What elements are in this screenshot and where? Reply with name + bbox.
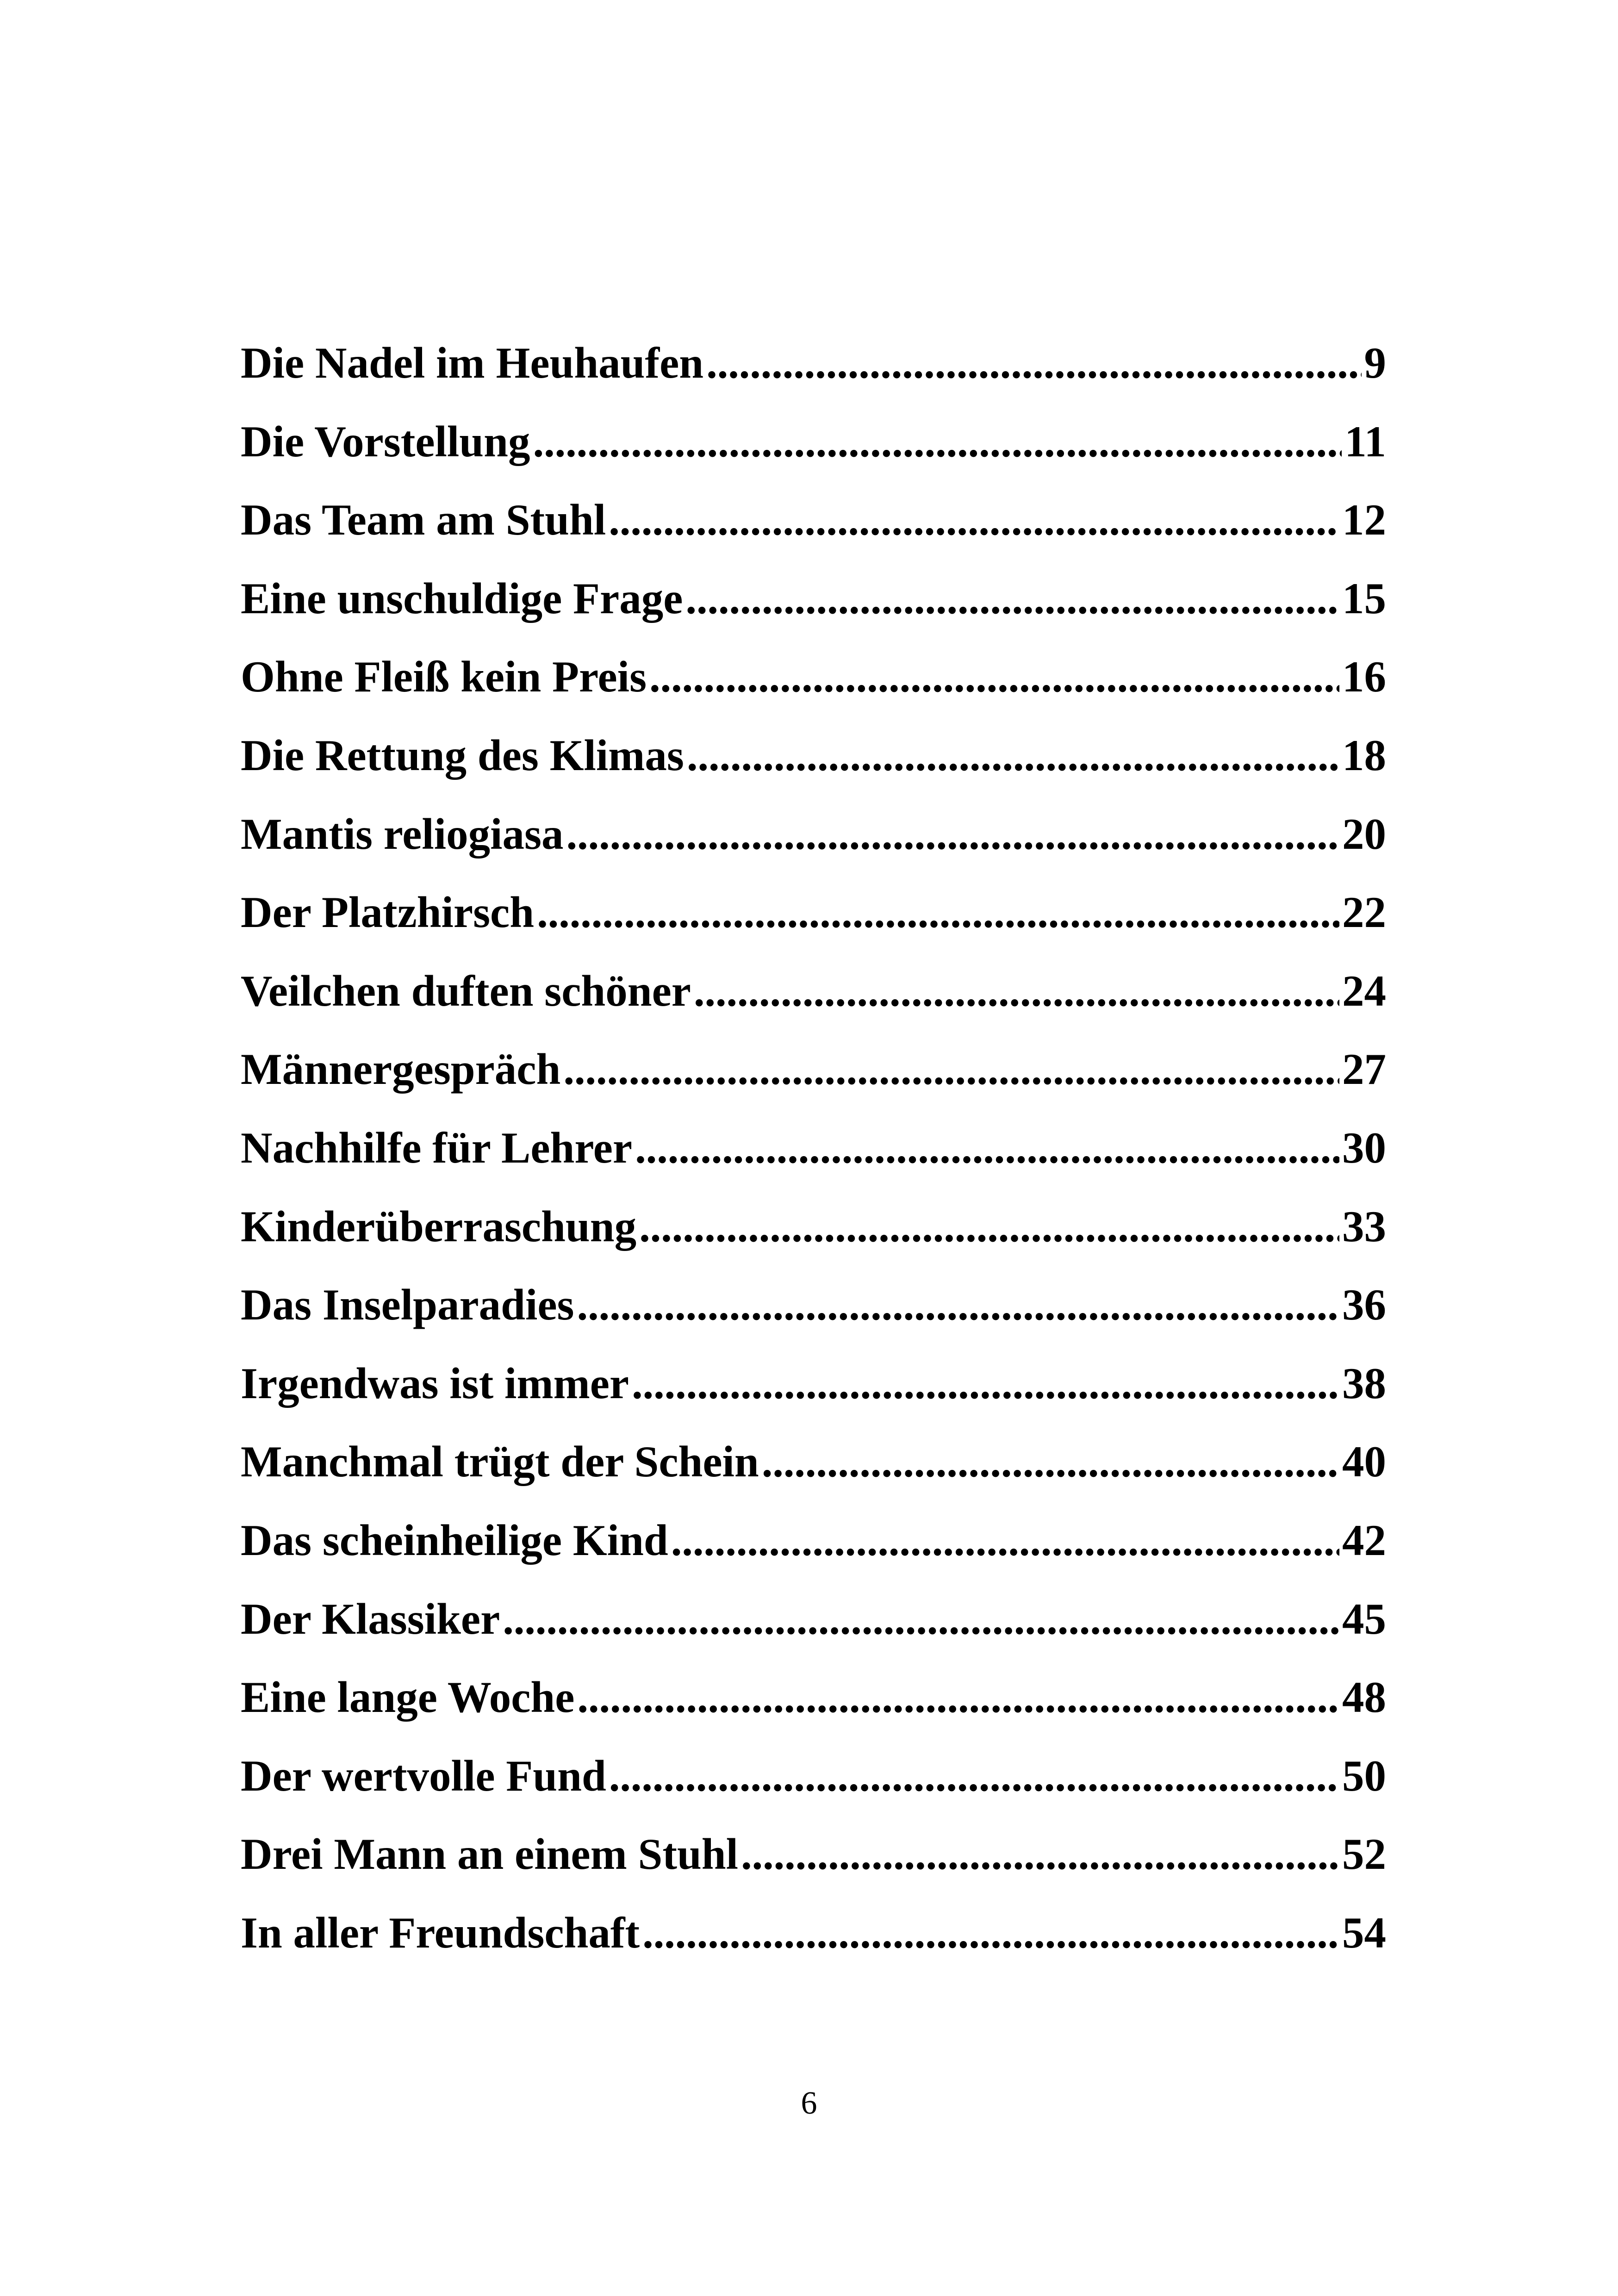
toc-entry-title: Manchmal trügt der Schein [241,1437,759,1487]
toc-entry-title: Irgendwas ist immer [241,1358,629,1408]
toc-dot-leader [563,1030,1339,1109]
toc-entry-page: 54 [1342,1908,1386,1957]
toc-entry[interactable] [241,795,1386,874]
toc-entry[interactable] [241,952,1386,1031]
toc-entry-page: 40 [1342,1437,1386,1487]
toc-dot-leader [566,795,1339,874]
toc-entry-title: In aller Freundschaft [241,1908,640,1957]
toc-entry[interactable] [241,1344,1386,1423]
toc-dot-leader [694,952,1339,1031]
toc-entry-page: 50 [1342,1751,1386,1800]
toc-dot-leader [762,1423,1339,1501]
toc-entry-page: 22 [1342,888,1386,937]
toc-entry[interactable] [241,716,1386,795]
toc-entry[interactable] [241,1737,1386,1816]
toc-dot-leader [649,638,1339,716]
toc-entry[interactable] [241,638,1386,716]
toc-entry[interactable] [241,1266,1386,1344]
toc-entry[interactable] [241,403,1386,481]
toc-dot-leader [577,1658,1339,1737]
toc-entry-page: 27 [1342,1045,1386,1094]
toc-entry[interactable] [241,1109,1386,1188]
toc-entry[interactable] [241,1894,1386,1972]
toc-entry-title: Ohne Fleiß kein Preis [241,652,647,702]
toc-entry-title: Kinderüberraschung [241,1201,637,1251]
toc-entry[interactable] [241,1423,1386,1501]
toc-dot-leader [671,1501,1339,1580]
toc-dot-leader [503,1580,1339,1659]
toc-entry-page: 48 [1342,1673,1386,1722]
toc-entry-title: Drei Mann an einem Stuhl [241,1829,739,1879]
toc-entry-page: 33 [1342,1201,1386,1251]
toc-dot-leader [642,1894,1339,1972]
toc-entry-page: 24 [1342,966,1386,1015]
toc-entry-page: 18 [1342,730,1386,780]
toc-dot-leader [632,1344,1339,1423]
toc-dot-leader [639,1188,1339,1266]
toc-entry[interactable] [241,1030,1386,1109]
toc-entry[interactable] [241,873,1386,952]
toc-entry[interactable] [241,1580,1386,1659]
toc-entry-page: 52 [1342,1829,1386,1879]
toc-dot-leader [609,481,1339,560]
toc-entry-title: Der Platzhirsch [241,888,535,937]
toc-dot-leader [687,716,1339,795]
toc-entry-page: 38 [1342,1358,1386,1408]
toc-entry-title: Der wertvolle Fund [241,1751,606,1800]
toc-entry-page: 20 [1342,809,1386,859]
toc-entry-title: Das Team am Stuhl [241,495,606,545]
toc-entry-title: Der Klassiker [241,1594,500,1643]
toc-entry-title: Die Rettung des Klimas [241,730,684,780]
toc-entry-title: Eine unschuldige Frage [241,573,683,623]
toc-dot-leader [741,1815,1339,1894]
toc-dot-leader [609,1737,1339,1816]
toc-entry-page: 15 [1342,573,1386,623]
toc-entry-title: Nachhilfe für Lehrer [241,1123,633,1172]
toc-entry-title: Eine lange Woche [241,1673,575,1722]
toc-entry[interactable] [241,1501,1386,1580]
toc-entry-title: Veilchen duften schöner [241,966,691,1015]
toc-entry[interactable] [241,560,1386,638]
table-of-contents [241,324,1386,1972]
toc-dot-leader [577,1266,1339,1344]
toc-entry-title: Das Inselparadies [241,1280,574,1330]
toc-entry[interactable] [241,1658,1386,1737]
toc-entry[interactable] [241,481,1386,560]
toc-entry[interactable] [241,1188,1386,1266]
toc-entry-page: 11 [1344,417,1386,466]
toc-entry-title: Die Vorstellung [241,417,530,466]
toc-entry-title: Männergespräch [241,1045,561,1094]
toc-entry-page: 42 [1342,1515,1386,1565]
toc-entry-page: 16 [1342,652,1386,702]
toc-entry-page: 45 [1342,1594,1386,1643]
toc-entry-title: Das scheinheilige Kind [241,1515,668,1565]
toc-entry-page: 9 [1364,338,1386,387]
toc-entry-title: Mantis reliogiasa [241,809,564,859]
toc-dot-leader [537,873,1339,952]
page-number: 6 [801,2085,817,2121]
toc-entry-page: 30 [1342,1123,1386,1172]
toc-entry-page: 12 [1342,495,1386,545]
toc-dot-leader [685,560,1339,638]
toc-entry[interactable] [241,1815,1386,1894]
toc-entry-title: Die Nadel im Heuhaufen [241,338,704,387]
toc-entry[interactable] [241,324,1386,403]
toc-dot-leader [635,1109,1339,1188]
toc-dot-leader [533,403,1342,481]
toc-entry-page: 36 [1342,1280,1386,1330]
toc-dot-leader [706,324,1361,403]
